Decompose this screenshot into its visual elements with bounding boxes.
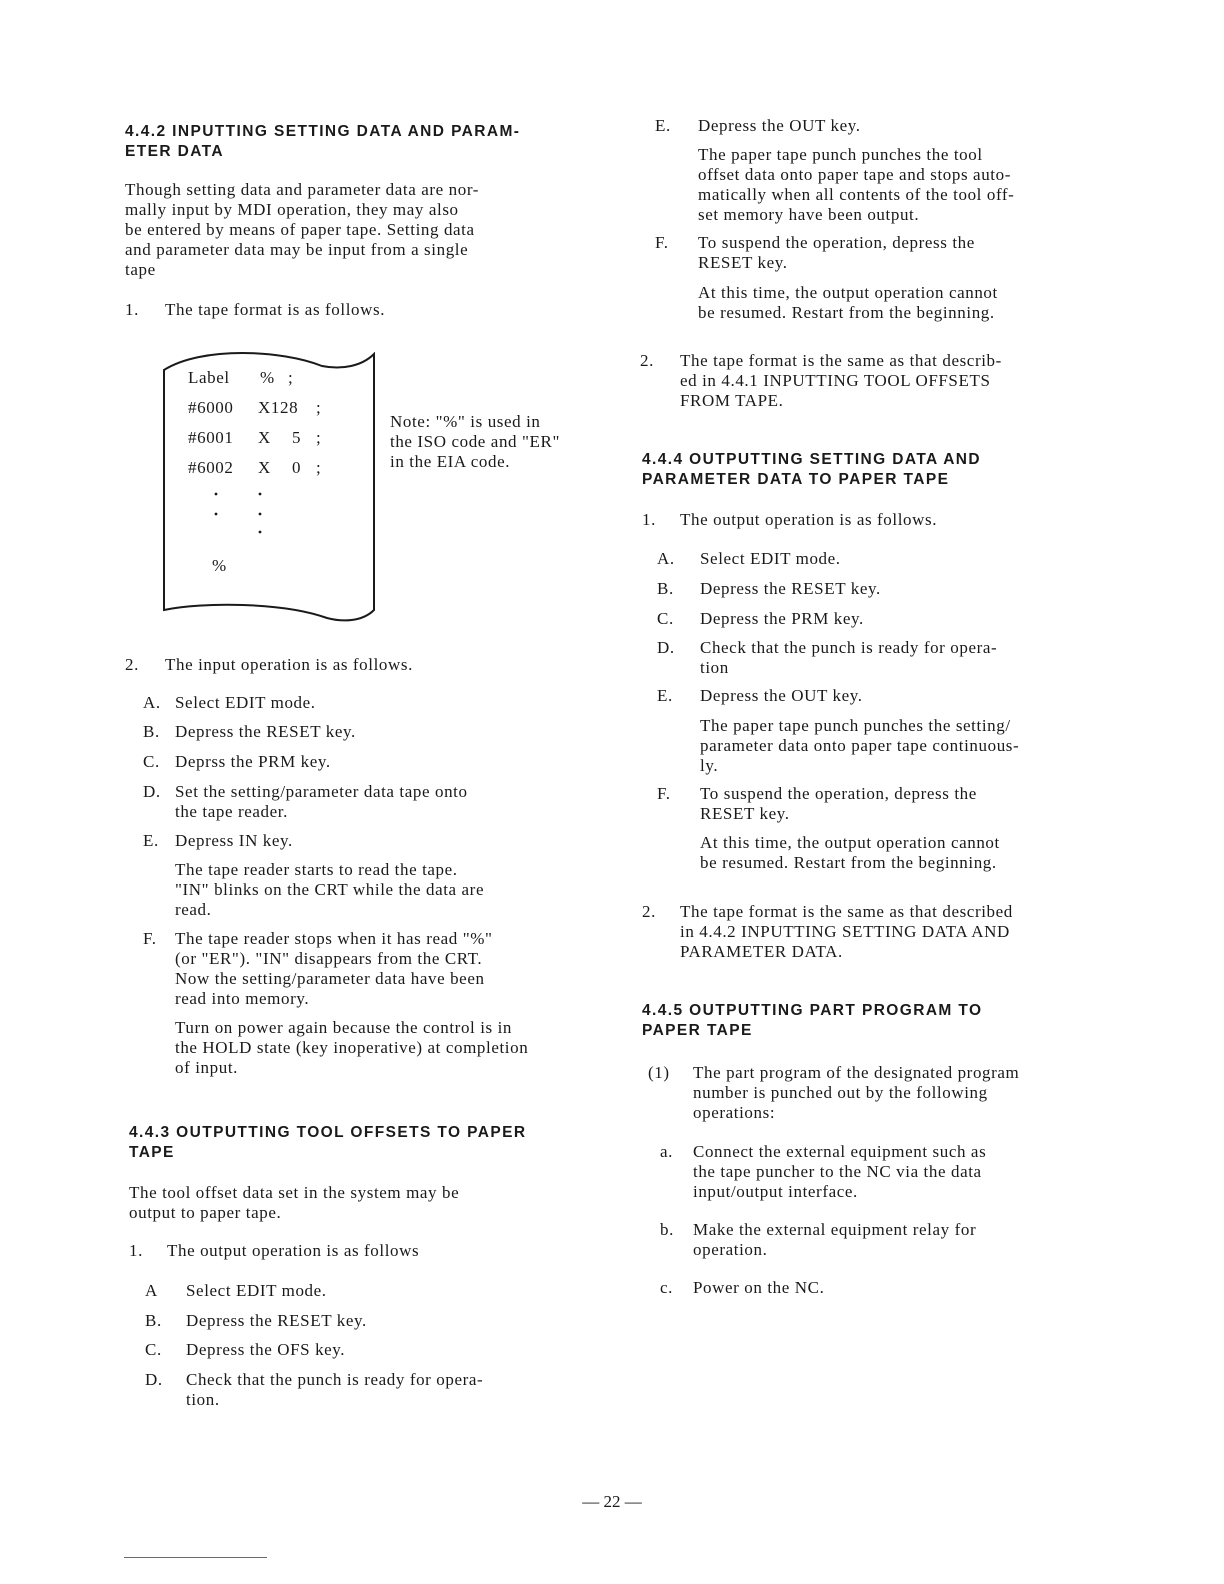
list-item: c. Power on the NC. <box>660 1278 825 1297</box>
list-item: b. Make the external equipment relay for operation. <box>660 1220 977 1259</box>
step-2: 2. The input operation is as follows. <box>125 655 413 674</box>
list-item: B. Depress the RESET key. <box>145 1311 367 1330</box>
list-item: D. Check that the punch is ready for opera- tion <box>657 638 998 677</box>
list-item-detail: Turn on power again because the control is in the HOLD state (key inoperative) at completion of input. <box>175 1018 529 1077</box>
list-item: a. Connect the external equipment such as the tape puncher to the NC via the data input/output interface. <box>660 1142 987 1201</box>
list-item: E. Depress the OUT key. <box>657 686 863 705</box>
list-item: E. Depress IN key. <box>143 831 293 850</box>
footer-rule <box>124 1557 267 1558</box>
list-item-detail: At this time, the output operation cannot be resumed. Restart from the beginning. <box>698 283 998 322</box>
section-4-4-2-title: 4.4.2 INPUTTING SETTING DATA AND PARAM- ETER DATA <box>125 123 521 160</box>
list-item-detail: The paper tape punch punches the setting/ parameter data onto paper tape continuous- ly. <box>700 716 1020 775</box>
section-4-4-4-title: 4.4.4 OUTPUTTING SETTING DATA AND PARAMETER DATA TO PAPER TAPE <box>642 451 981 488</box>
list-item: F. To suspend the operation, depress the RESET key. <box>657 784 977 823</box>
tape-row: #6002 X 0 ; <box>188 458 322 477</box>
list-item: B. Depress the RESET key. <box>143 722 356 741</box>
section-4-4-5-title: 4.4.5 OUTPUTTING PART PROGRAM TO PAPER TAPE <box>642 1002 983 1039</box>
section-4-4-4-step-1: 1. The output operation is as follows. <box>642 510 938 529</box>
tape-end-mark: % <box>212 556 227 575</box>
tape-row: #6000 X128 ; <box>188 398 322 417</box>
section-4-4-3-title: 4.4.3 OUTPUTTING TOOL OFFSETS TO PAPER TAPE <box>129 1124 527 1161</box>
step-1: 1. The tape format is as follows. <box>125 300 386 319</box>
section-4-4-2-intro: Though setting data and parameter data are nor- mally input by MDI operation, they may also be entered by means of paper tape. Setting data and parameter data may be input from a single tape <box>125 180 480 279</box>
list-item: B. Depress the RESET key. <box>657 579 881 598</box>
list-item: C. Depress the PRM key. <box>657 609 864 628</box>
step-2: 2. The tape format is the same as that describ- ed in 4.4.1 INPUTTING TOOL OFFSETS FROM TAPE. <box>640 351 1002 410</box>
list-item: F. The tape reader stops when it has read "%" (or "ER"). "IN" disappears from the CRT. Now the setting/parameter data have been read into memory. <box>143 929 493 1008</box>
paper-tape-diagram <box>162 352 378 622</box>
tape-row: #6001 X 5 ; <box>188 428 322 447</box>
page-number: — 22 — <box>582 1492 642 1511</box>
tape-note: Note: "%" is used in the ISO code and "ER" in the EIA code. <box>390 412 560 471</box>
list-item-detail: At this time, the output operation cannot be resumed. Restart from the beginning. <box>700 833 1000 872</box>
section-4-4-5-step-1: (1) The part program of the designated program number is punched out by the following operations: <box>648 1063 1020 1122</box>
continuation-dots <box>162 352 378 622</box>
list-item: D. Check that the punch is ready for opera- tion. <box>145 1370 484 1409</box>
list-item: A Select EDIT mode. <box>145 1281 327 1300</box>
list-item: F. To suspend the operation, depress the RESET key. <box>655 233 975 272</box>
list-item: D. Set the setting/parameter data tape onto the tape reader. <box>143 782 468 821</box>
list-item: C. Deprss the PRM key. <box>143 752 331 771</box>
list-item: E. Depress the OUT key. <box>655 116 861 135</box>
section-4-4-4-step-2: 2. The tape format is the same as that described in 4.4.2 INPUTTING SETTING DATA AND PARAMETER DATA. <box>642 902 1013 961</box>
tape-row: Label % ; <box>188 368 294 387</box>
section-4-4-3-step-1: 1. The output operation is as follows <box>129 1241 420 1260</box>
list-item: C. Depress the OFS key. <box>145 1340 346 1359</box>
list-item-detail: The paper tape punch punches the tool offset data onto paper tape and stops auto- matically when all contents of the tool off- set memory have been output. <box>698 145 1015 224</box>
list-item-detail: The tape reader starts to read the tape. "IN" blinks on the CRT while the data are read. <box>175 860 485 919</box>
list-item: A. Select EDIT mode. <box>657 549 841 568</box>
section-4-4-3-intro: The tool offset data set in the system may be output to paper tape. <box>129 1183 460 1222</box>
list-item: A. Select EDIT mode. <box>143 693 316 712</box>
